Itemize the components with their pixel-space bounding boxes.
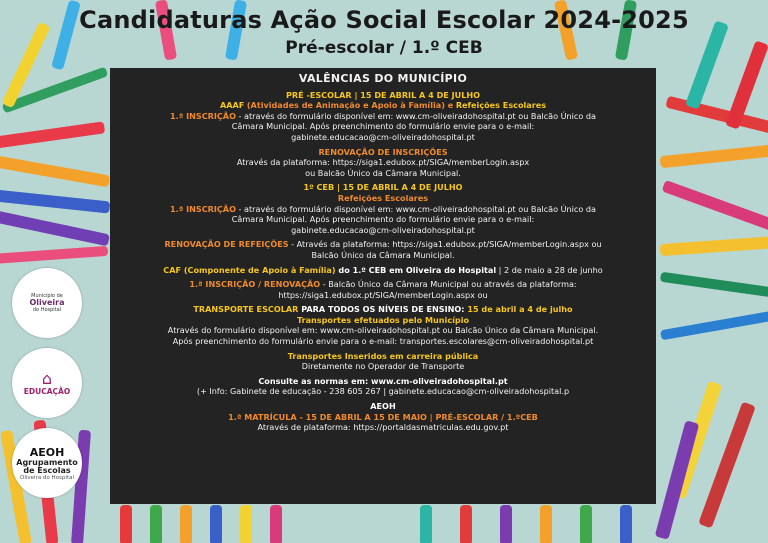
info-line: (+ Info: Gabinete de educação - 238 605 267 | gabinete.educacao@cm-oliveiradohospital.p [196, 386, 570, 397]
ceb-heading: 1º CEB | 15 DE ABRIL A 4 DE JULHO [303, 182, 463, 193]
caf-inscricao-line: 1.ª INSCRIÇÃO / RENOVAÇÃO - Balcão Único da Câmara Municipal ou através da plataforma: [189, 279, 577, 290]
inscricao-pre-line: 1.ª INSCRIÇÃO - através do formulário disponível em: www.cm-oliveiradohospital.pt ou Balcão Único da [169, 110, 596, 121]
agrupamento-logo [12, 428, 82, 498]
inscricao-ceb-line: 1.ª INSCRIÇÃO - através do formulário disponível em: www.cm-oliveiradohospital.pt ou Balcão Único da [169, 203, 596, 214]
agrupamento-logo-line2: de Escolas [23, 465, 71, 475]
ceb-refeicoes: Refeições Escolares [337, 192, 429, 203]
renovacao-line2: ou Balcão Único da Câmara Municipal. [305, 167, 461, 178]
caf-inscricao-line2: https://siga1.edubox.pt/SIGA/memberLogin.aspx ou [278, 289, 488, 300]
aeoh-heading: AEOH [370, 401, 396, 412]
matricula-line2: Através de plataforma: https://portaldasmatriculas.edu.gov.pt [257, 422, 509, 433]
municipio-logo-line1: Município de [31, 293, 63, 299]
renovacao-refeicoes-line: RENOVAÇÃO DE REFEIÇÕES - Através da plataforma: https://siga1.edubox.pt/SIGA/memberLogin.aspx ou [164, 239, 602, 250]
pre-escolar-heading: PRÉ -ESCOLAR | 15 DE ABRIL A 4 DE JULHO [285, 89, 481, 100]
page-title: Candidaturas Ação Social Escolar 2024-2025 [79, 6, 689, 34]
aaaf-line: AAAF (Atividades de Animação e Apoio à Família) e Refeições Escolares [219, 100, 547, 111]
page-subtitle: Pré-escolar / 1.º CEB [285, 38, 483, 58]
transporte-line1: Através do formulário disponível em: www.cm-oliveiradohospital.pt ou Balcão Único da Câmara Municipal. [167, 325, 599, 336]
inscricao-ceb-line2: Câmara Municipal. Após preenchimento do formulário envie para o e-mail: [231, 214, 535, 225]
renovacao-heading: RENOVAÇÃO DE INSCRIÇÕES [318, 146, 448, 157]
matricula-line: 1.ª MATRÍCULA - 15 DE ABRIL A 15 DE MAIO | PRÉ-ESCOLAR / 1.ºCEB [228, 411, 538, 422]
transporte-line2: Após preenchimento do formulário envie para o e-mail: transportes.escolares@cm-oliveiradohospital.pt [172, 336, 594, 347]
info-panel [110, 68, 656, 504]
inscricao-pre-email: gabinete.educacao@cm-oliveiradohospital.pt [291, 131, 475, 142]
agrupamento-logo-line3: Oliveira do Hospital [20, 474, 74, 481]
normas-line: Consulte as normas em: www.cm-oliveiradohospital.pt [258, 375, 508, 386]
renovacao-refeicoes-line2: Balcão Único da Câmara Municipal. [311, 249, 455, 260]
municipio-logo [12, 268, 82, 338]
agrupamento-logo-acronym: AEOH [29, 445, 65, 459]
transporte-sub: Transportes efetuados pelo Município [296, 314, 470, 325]
caf-line: CAF (Componente de Apoio à Família) do 1.º CEB em Oliveira do Hospital | 2 de maio a 28 de junho [163, 264, 603, 275]
inscricao-ceb-email: gabinete.educacao@cm-oliveiradohospital.pt [291, 224, 475, 235]
carreira-text: Diretamente no Operador de Transporte [301, 361, 465, 372]
municipio-logo-line3: do Hospital [32, 307, 62, 313]
panel-heading: VALÊNCIAS DO MUNICÍPIO [298, 72, 468, 85]
transporte-line: TRANSPORTE ESCOLAR PARA TODOS OS NÍVEIS DE ENSINO: 15 de abril a 4 de julho [193, 304, 573, 315]
carreira-heading: Transportes Inseridos em carreira pública [287, 350, 479, 361]
renovacao-line1: Através da plataforma: https://siga1.edubox.pt/SIGA/memberLogin.aspx [236, 157, 530, 168]
house-icon: ⌂ [41, 368, 53, 388]
municipio-logo-line2: Oliveira [29, 298, 65, 307]
agrupamento-logo-line1: Agrupamento [16, 457, 78, 467]
educacao-logo-label: EDUCAÇÃO [23, 386, 71, 396]
inscricao-pre-line2: Câmara Municipal. Após preenchimento do formulário envie para o e-mail: [231, 121, 535, 132]
educacao-logo [12, 348, 82, 418]
